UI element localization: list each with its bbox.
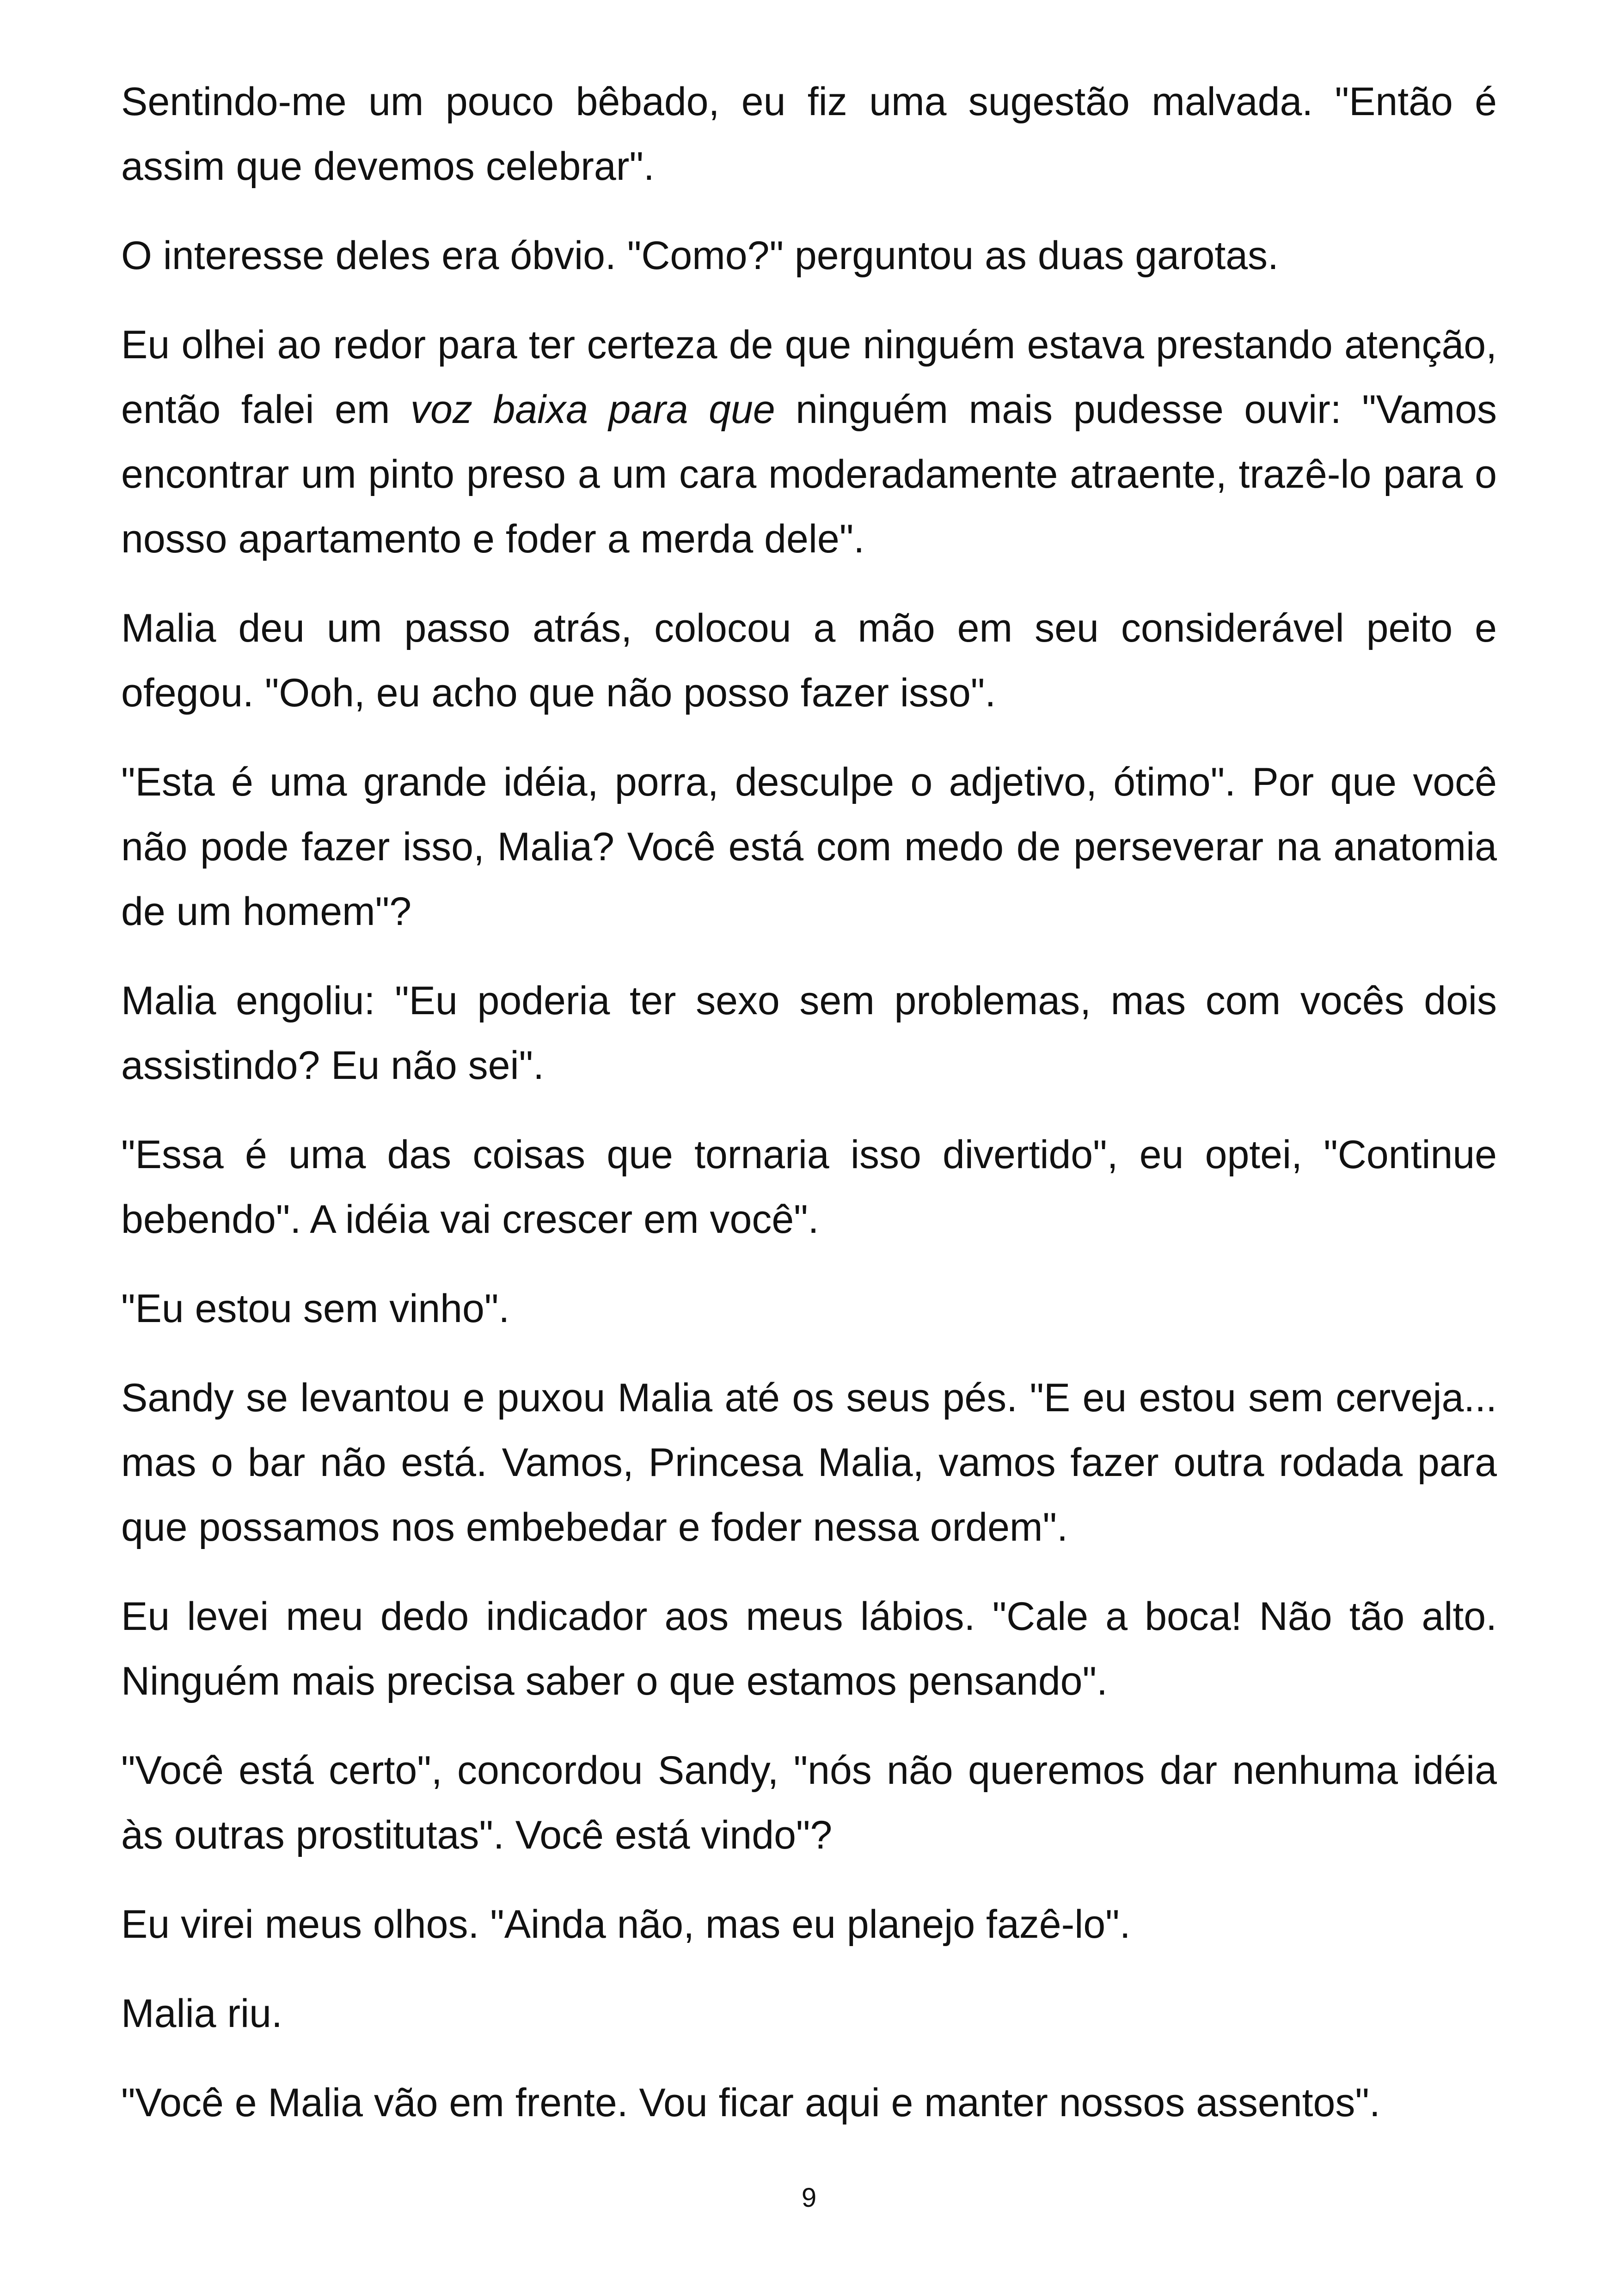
paragraph-8: "Eu estou sem vinho". (121, 1286, 510, 1331)
paragraph-4: Malia deu um passo atrás, colocou a mão em seu considerável peito e ofegou. "Ooh, eu acho que não posso fazer isso". (121, 606, 1497, 715)
paragraph-1: Sentindo-me um pouco bêbado, eu fiz uma sugestão malvada. "Então é assim que devemos celebrar". (121, 80, 1497, 189)
paragraph-5: "Esta é uma grande idéia, porra, desculpe o adjetivo, ótimo". Por que você não pode fazer isso, Malia? Você está com medo de perseverar na anatomia de um homem"? (121, 760, 1497, 934)
paragraph-12: Eu virei meus olhos. "Ainda não, mas eu planejo fazê-lo". (121, 1902, 1131, 1947)
paragraph-11: "Você está certo", concordou Sandy, "nós não queremos dar nenhuma idéia às outras prostitutas". Você está vindo"? (121, 1748, 1497, 1857)
paragraph-3-italic-text: voz baixa para que (411, 387, 775, 432)
paragraph-3-text-before: Eu olhei ao redor para ter certeza de que ninguém estava prestando atenção, então falei em (121, 323, 1497, 432)
paragraph-13: Malia riu. (121, 1991, 282, 2036)
paragraph-6: Malia engoliu: "Eu poderia ter sexo sem problemas, mas com vocês dois assistindo? Eu não sei". (121, 979, 1497, 1088)
paragraph-14: "Você e Malia vão em frente. Vou ficar aqui e manter nossos assentos". (121, 2081, 1380, 2125)
page-number: 9 (801, 2183, 817, 2213)
document-page (121, 69, 1497, 2160)
paragraph-2: O interesse deles era óbvio. "Como?" perguntou as duas garotas. (121, 233, 1279, 278)
paragraph-10: Eu levei meu dedo indicador aos meus lábios. "Cale a boca! Não tão alto. Ninguém mais precisa saber o que estamos pensando". (121, 1594, 1497, 1703)
paragraph-3-text-after: ninguém mais pudesse ouvir: "Vamos encontrar um pinto preso a um cara moderadamente atraente, trazê-lo para o nosso apartamento e foder a merda dele". (121, 387, 1497, 561)
paragraph-3 (121, 312, 1497, 571)
paragraph-7: "Essa é uma das coisas que tornaria isso divertido", eu optei, "Continue bebendo". A idéia vai crescer em você". (121, 1133, 1497, 1242)
paragraph-9: Sandy se levantou e puxou Malia até os seus pés. "E eu estou sem cerveja... mas o bar não está. Vamos, Princesa Malia, vamos fazer outra rodada para que possamos nos embebedar e foder nessa ordem". (121, 1376, 1497, 1549)
